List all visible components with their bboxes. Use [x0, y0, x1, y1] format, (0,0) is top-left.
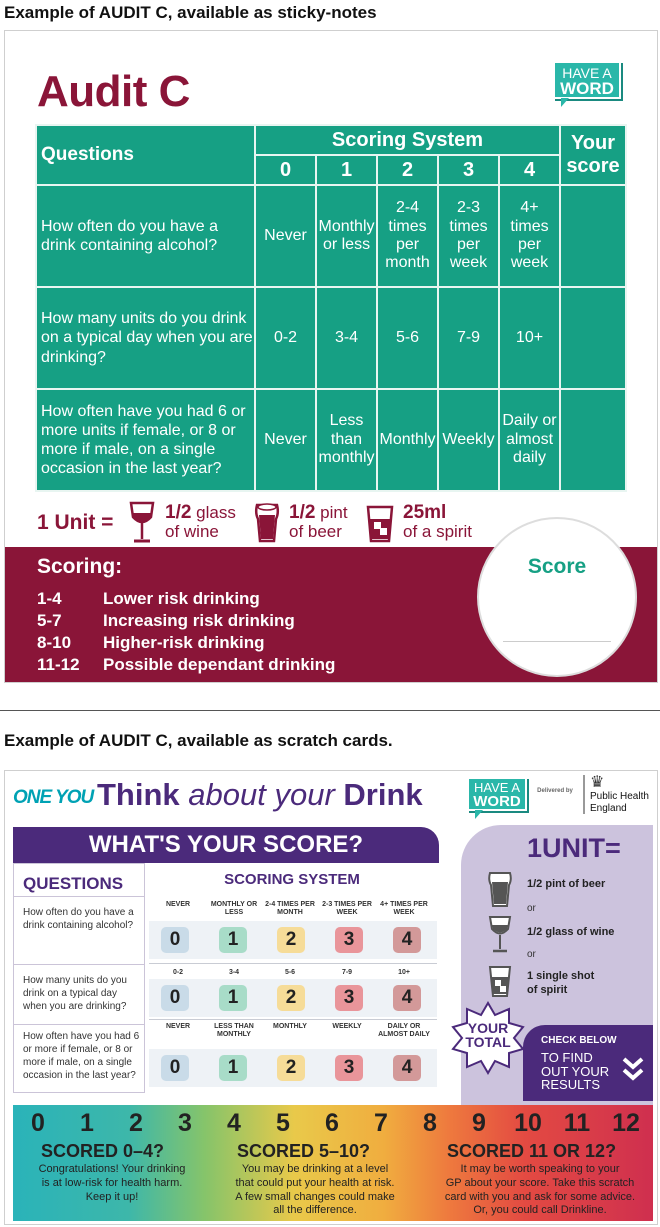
wine-glass-icon — [127, 501, 157, 545]
result-line: is at low-risk for health harm. — [41, 1176, 183, 1189]
unit-line-beer: 1/2 pint of beer — [527, 878, 606, 890]
scale-number: 1 — [80, 1109, 94, 1137]
table-row — [36, 185, 626, 287]
scale-number: 0 — [31, 1109, 45, 1137]
column-label: 2-4 TIMES PER MONTH — [265, 901, 315, 917]
unit-panel-word: UNIT= — [542, 833, 621, 863]
card-title — [97, 777, 423, 813]
check-below-text: TO FIND OUT YOUR RESULTS — [541, 1050, 610, 1093]
your-score-cell[interactable] — [560, 389, 626, 491]
result-line: It may be worth speaking to your — [460, 1163, 620, 1175]
result-line: Or, you could call Drinkline. — [473, 1204, 607, 1217]
column-label: 4+ TIMES PER WEEK — [380, 901, 428, 917]
audit-c-sticky-note — [4, 30, 658, 683]
answer-cell: Monthly — [377, 389, 438, 491]
result-line: that could put your health at risk. — [235, 1176, 395, 1189]
scratch-score-3[interactable]: 3 — [335, 1055, 363, 1081]
column-label: DAILY OR ALMOST DAILY — [378, 1023, 430, 1039]
unit-rest: glass — [191, 503, 236, 522]
answer-cell: 2-3 times per week — [438, 185, 499, 287]
unit-line-spirit-1: 1 single shot — [527, 970, 595, 982]
have-a-word-logo — [467, 777, 527, 811]
question-3: How often have you had 6 or more units if female, or 8 or more if male, on a single occasion in the last year? — [36, 389, 255, 491]
check-below-title: CHECK BELOW — [541, 1035, 617, 1046]
scratch-score-4[interactable]: 4 — [393, 927, 421, 953]
question-3: How often have you had 6 or more if female, or 8 or more if male, on a single occasion in the last year? — [23, 1031, 140, 1081]
score-col-1: 1 — [316, 155, 377, 185]
scoring-row — [37, 633, 265, 653]
your-score-header — [560, 125, 626, 185]
title-part1: Think — [97, 777, 180, 812]
scratch-score-0[interactable]: 0 — [161, 1055, 189, 1081]
scale-number: 3 — [178, 1109, 192, 1137]
scratch-score-4[interactable]: 4 — [393, 1055, 421, 1081]
table-row — [36, 287, 626, 389]
unit-line-wine: 1/2 glass of wine — [527, 926, 615, 938]
column-label: LESS THAN MONTHLY — [214, 1023, 254, 1039]
column-label: 3-4 — [228, 969, 240, 976]
card-title: Audit C — [37, 67, 190, 116]
score-banner: WHAT'S YOUR SCORE? — [13, 827, 439, 863]
question-1: How often do you have a drink containing alcohol? — [36, 185, 255, 287]
result-line: card with you and ask for some advice. — [444, 1190, 636, 1203]
scratch-score-1[interactable]: 1 — [219, 985, 247, 1011]
your-score-cell[interactable] — [560, 287, 626, 389]
scale-number: 9 — [472, 1109, 486, 1137]
unit-line-spirit-2: of spirit — [527, 984, 568, 997]
score-row-3 — [149, 1049, 437, 1087]
score-circle[interactable] — [477, 517, 637, 677]
scoring-range: 1-4 — [37, 589, 62, 608]
scale-number: 12 — [612, 1109, 640, 1137]
scale-number: 5 — [276, 1109, 290, 1137]
unit-amount: 25ml — [403, 502, 447, 523]
scoring-system — [145, 863, 439, 1093]
unit-line-spirit — [527, 969, 594, 998]
unit-line2: of wine — [165, 521, 219, 541]
result-line: You may be drinking at a level — [241, 1163, 389, 1175]
result-line: Keep it up! — [85, 1190, 139, 1203]
result-line: GP about your score. Take this scratch — [445, 1176, 635, 1189]
scratch-score-3[interactable]: 3 — [335, 927, 363, 953]
score-col-0: 0 — [255, 155, 316, 185]
questions-column — [13, 863, 145, 1093]
your-score-line1: Your — [570, 132, 616, 154]
spirit-glass-icon — [365, 501, 395, 545]
logo-line1: HAVE A — [562, 65, 612, 81]
crest-icon: ♛ — [590, 774, 605, 791]
answer-cell: 4+ times per week — [499, 185, 560, 287]
column-label: 0-2 — [172, 969, 184, 976]
column-label: WEEKLY — [332, 1023, 362, 1030]
unit-text — [289, 503, 348, 541]
answer-cell: 5-6 — [377, 287, 438, 389]
scoring-range: 11-12 — [37, 655, 80, 674]
score-row-2 — [149, 979, 437, 1017]
scoring-text: Increasing risk drinking — [103, 611, 295, 630]
result-text — [23, 1163, 201, 1204]
result-line: A few small changes could make — [235, 1190, 395, 1203]
scratch-score-1[interactable]: 1 — [219, 1055, 247, 1081]
wine-glass-icon — [487, 915, 513, 955]
scoring-row — [37, 655, 335, 675]
unit-text — [403, 503, 472, 541]
column-label: 5-6 — [284, 969, 296, 976]
scoring-system-header: Scoring System — [255, 125, 560, 155]
scoring-text: Lower risk drinking — [103, 589, 260, 608]
check-below-box — [523, 1025, 653, 1101]
answer-cell: 10+ — [499, 287, 560, 389]
scratch-score-2[interactable]: 2 — [277, 1055, 305, 1081]
beer-glass-icon — [253, 501, 281, 545]
scratch-score-1[interactable]: 1 — [219, 927, 247, 953]
scoring-text: Possible dependant drinking — [103, 655, 336, 674]
scale-number: 6 — [325, 1109, 339, 1137]
answer-cell: 2-4 times per month — [377, 185, 438, 287]
or-text: or — [527, 903, 536, 914]
unit-rest: pint — [315, 503, 348, 522]
answer-cell: Monthly or less — [316, 185, 377, 287]
score-col-4: 4 — [499, 155, 560, 185]
your-total-line2: TOTAL — [465, 1034, 511, 1050]
column-label: NEVER — [165, 901, 191, 908]
audit-c-scratch-card — [4, 770, 658, 1225]
logo-line1: HAVE A — [473, 780, 520, 795]
scale-number: 2 — [129, 1109, 143, 1137]
chevron-down-icon — [621, 1055, 645, 1085]
your-score-line2: score — [566, 155, 620, 177]
answer-cell: Never — [255, 185, 316, 287]
result-line: Congratulations! Your drinking — [38, 1163, 186, 1175]
result-line: all the difference. — [273, 1204, 357, 1217]
unit-equivalents — [35, 501, 505, 545]
title-part3: Drink — [343, 777, 423, 812]
questions-header: Questions — [36, 125, 255, 185]
your-total-starburst[interactable] — [451, 1001, 525, 1075]
scoring-row — [37, 611, 295, 631]
column-label: MONTHLY — [273, 1023, 307, 1030]
question-2: How many units do you drink on a typical day when you are drinking? — [23, 975, 127, 1012]
table-row — [36, 389, 626, 491]
unit-panel-title — [527, 833, 621, 864]
phe-logo — [583, 775, 658, 814]
result-text — [217, 1163, 413, 1218]
delivered-by: Delivered by — [537, 788, 573, 794]
scratch-score-2[interactable]: 2 — [277, 985, 305, 1011]
scale-number: 7 — [374, 1109, 388, 1137]
beer-glass-icon — [487, 869, 513, 909]
scale-number: 8 — [423, 1109, 437, 1137]
result-title: SCORED 11 OR 12? — [447, 1141, 617, 1161]
divider — [14, 964, 144, 965]
unit-line2: of beer — [289, 521, 342, 541]
unit-amount: 1/2 — [165, 502, 192, 523]
results-scale — [13, 1105, 653, 1221]
scratch-score-2[interactable]: 2 — [277, 927, 305, 953]
questions-header: QUESTIONS — [23, 874, 124, 893]
answer-cell: Weekly — [438, 389, 499, 491]
divider — [14, 896, 144, 897]
scoring-header: SCORING SYSTEM — [224, 871, 360, 888]
unit-text — [165, 503, 236, 541]
scratch-cards-heading: Example of AUDIT C, available as scratch cards. — [4, 731, 393, 750]
question-2: How many units do you drink on a typical day when you are drinking? — [36, 287, 255, 389]
answer-cell: Less than monthly — [316, 389, 377, 491]
unit-label: 1 Unit = — [37, 511, 114, 534]
your-total-line1: YOUR — [467, 1020, 509, 1036]
score-write-line — [503, 641, 611, 642]
scratch-score-0[interactable]: 0 — [161, 927, 189, 953]
divider — [14, 1024, 144, 1025]
answer-cell: Never — [255, 389, 316, 491]
one-you-logo: ONE YOU — [13, 787, 94, 808]
result-title: SCORED 5–10? — [237, 1141, 371, 1161]
scoring-row — [37, 589, 260, 609]
scale-number: 10 — [514, 1109, 542, 1137]
spirit-glass-icon — [487, 963, 513, 999]
section-divider — [0, 710, 660, 711]
scale-number: 11 — [563, 1109, 591, 1137]
column-label: 2-3 TIMES PER WEEK — [322, 901, 372, 917]
sticky-notes-heading: Example of AUDIT C, available as sticky-notes — [4, 3, 377, 22]
unit-line2: of a spirit — [403, 521, 472, 541]
answer-cell: 0-2 — [255, 287, 316, 389]
result-text — [431, 1163, 649, 1218]
score-label: Score — [527, 555, 587, 578]
scale-number: 4 — [227, 1109, 241, 1137]
have-a-word-logo — [553, 61, 621, 99]
or-text: or — [527, 949, 536, 960]
unit-amount: 1/2 — [289, 502, 316, 523]
column-label: MONTHLY OR LESS — [210, 901, 258, 917]
score-col-3: 3 — [438, 155, 499, 185]
score-col-2: 2 — [377, 155, 438, 185]
answer-cell: 3-4 — [316, 287, 377, 389]
result-title: SCORED 0–4? — [41, 1141, 165, 1161]
answer-cell: 7-9 — [438, 287, 499, 389]
column-label: NEVER — [165, 1023, 191, 1030]
divider — [149, 963, 437, 964]
your-score-cell[interactable] — [560, 185, 626, 287]
scratch-score-4[interactable]: 4 — [393, 985, 421, 1011]
title-part2: about your — [179, 777, 344, 812]
scoring-range: 8-10 — [37, 633, 72, 652]
column-label: 10+ — [398, 969, 410, 976]
score-row-1 — [149, 921, 437, 959]
org-name: Public Health England — [590, 791, 649, 814]
question-1: How often do you have a drink containing alcohol? — [23, 907, 134, 931]
scoring-range: 5-7 — [37, 611, 62, 630]
divider — [149, 1019, 437, 1020]
scratch-score-0[interactable]: 0 — [161, 985, 189, 1011]
column-label: 7-9 — [341, 969, 353, 976]
scoring-text: Higher-risk drinking — [103, 633, 265, 652]
answer-cell: Daily or almost daily — [499, 389, 560, 491]
scoring-title: Scoring: — [37, 555, 123, 578]
audit-table — [35, 124, 627, 492]
scratch-score-3[interactable]: 3 — [335, 985, 363, 1011]
your-total-label — [451, 1021, 525, 1049]
logo-line2: WORD — [560, 79, 614, 98]
unit-panel-num: 1 — [527, 833, 543, 863]
logo-line2: WORD — [473, 793, 521, 810]
